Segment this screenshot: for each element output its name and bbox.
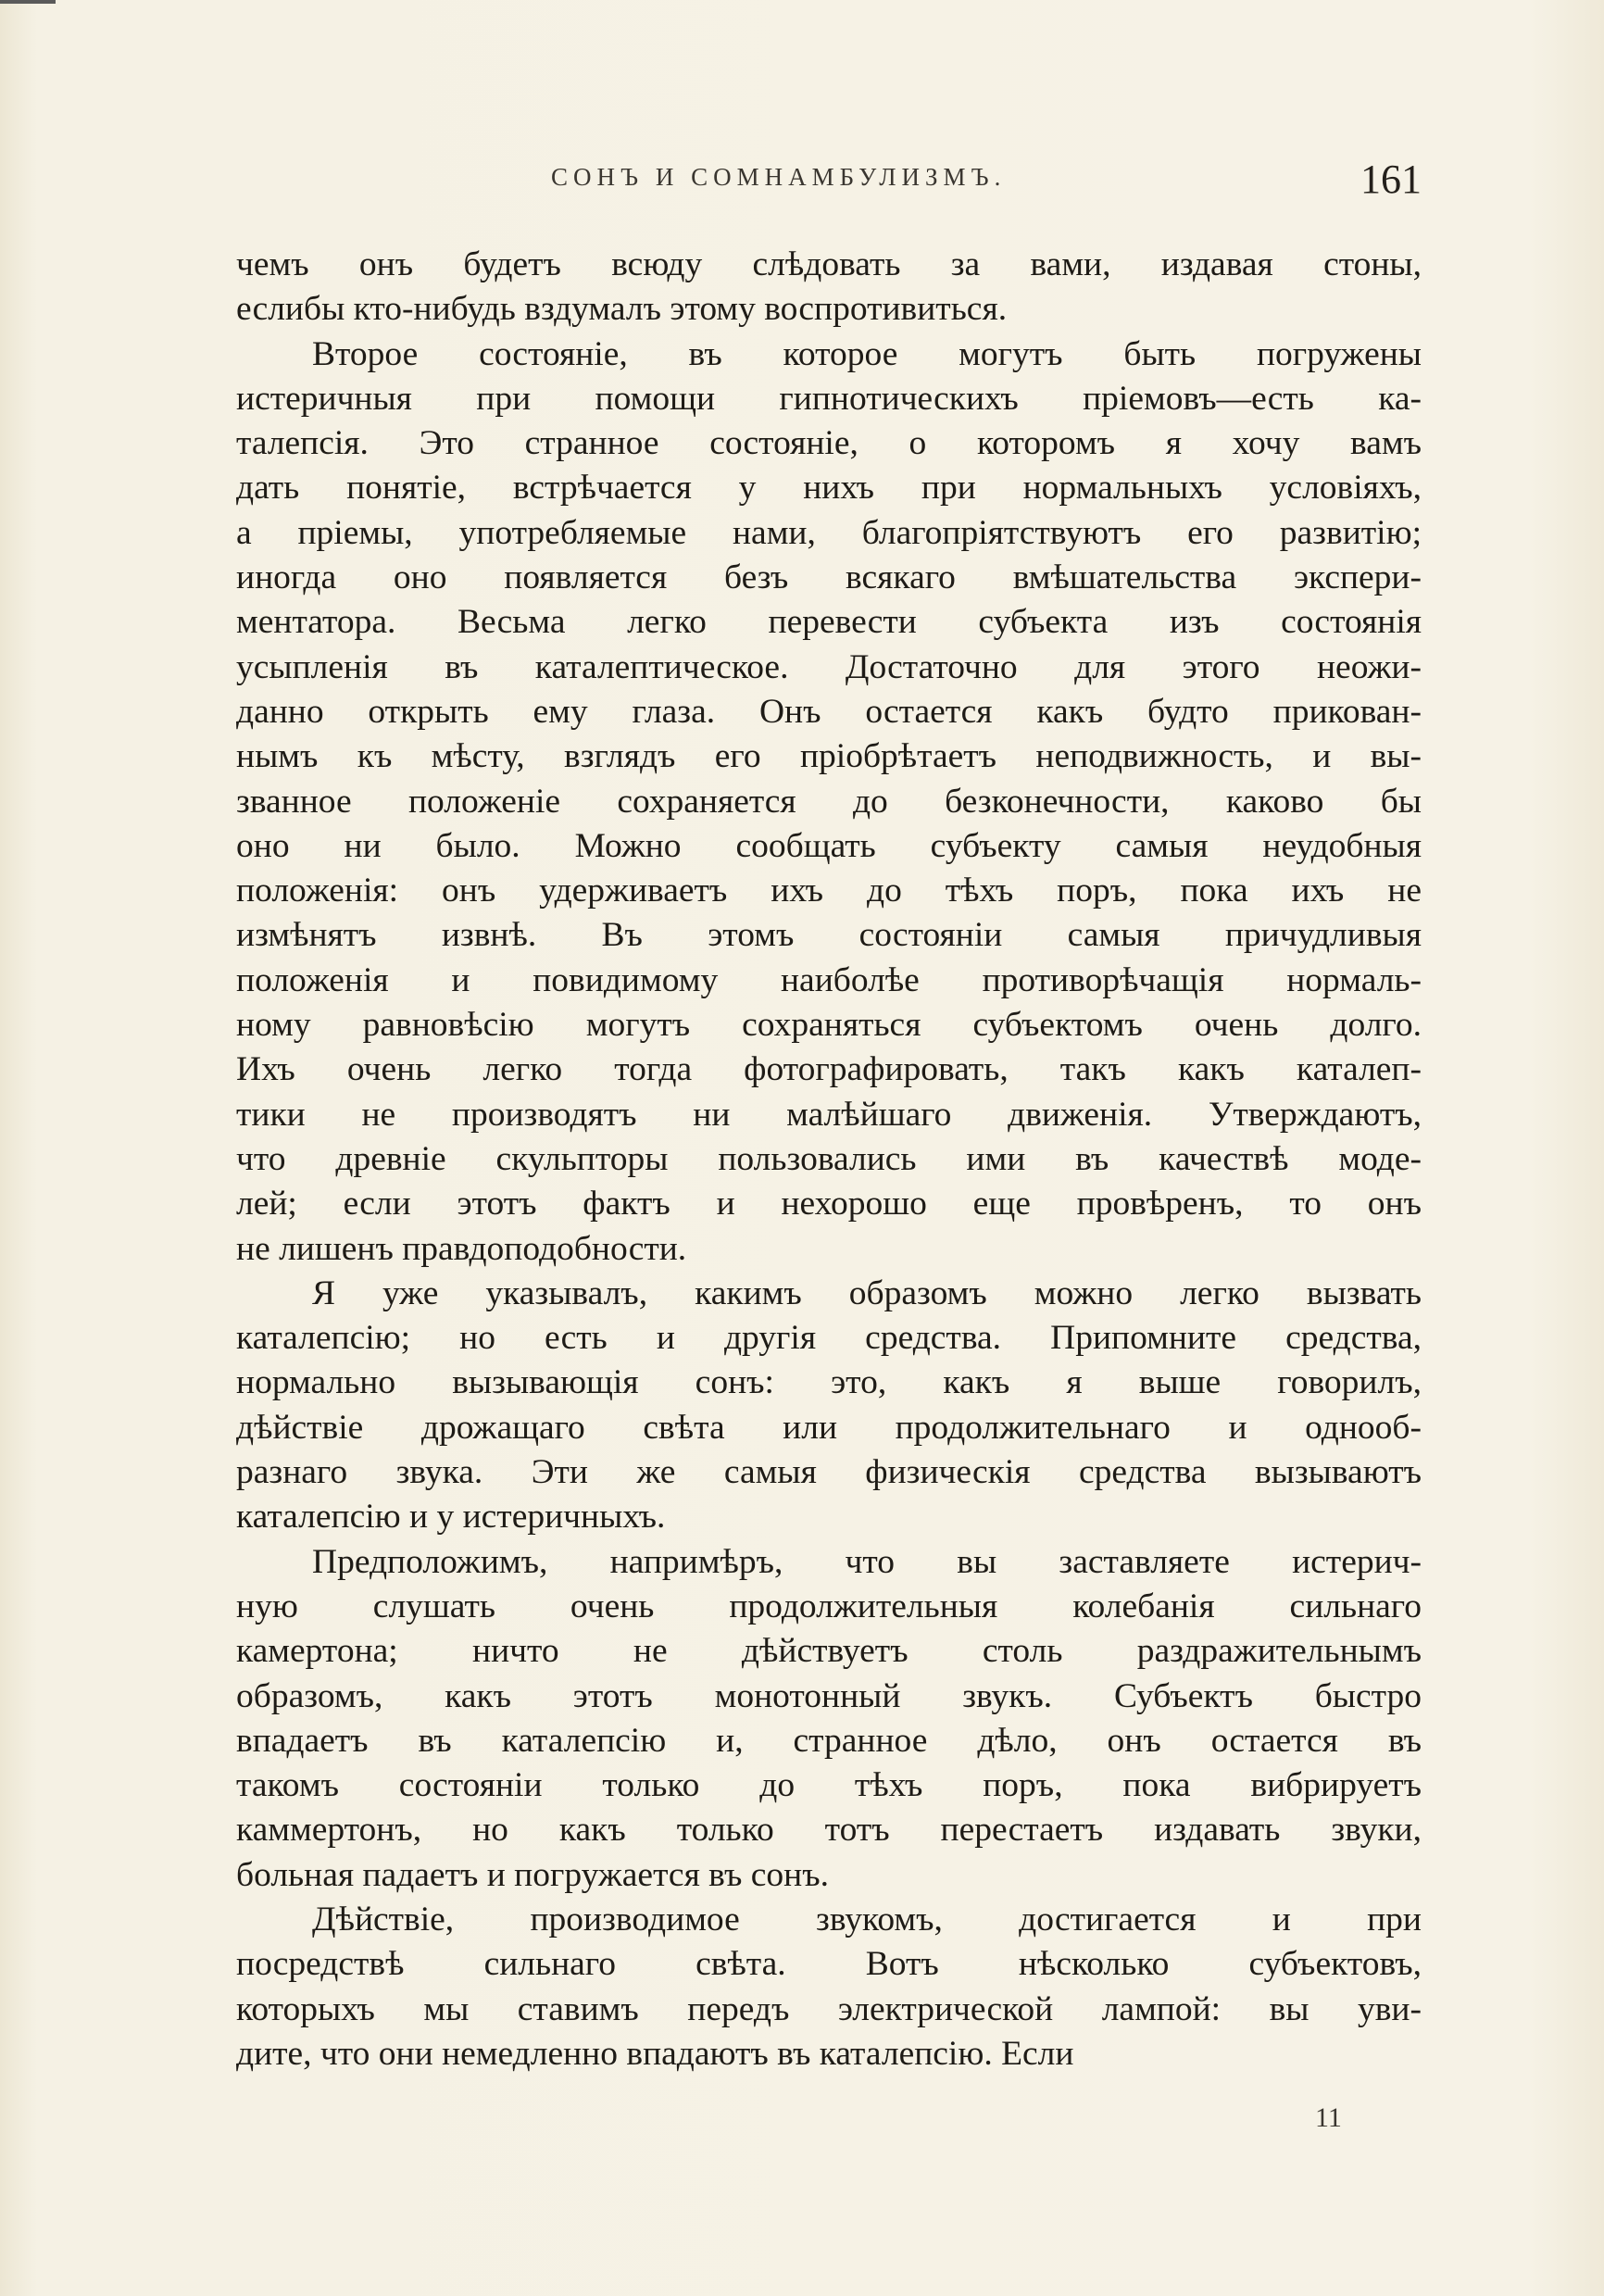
paragraph (236, 1540, 1422, 1898)
text-line: ную слушать очень продолжительныя колебанiя сильнаго (236, 1587, 1422, 1625)
paragraph (236, 332, 1422, 1272)
paragraph (236, 243, 1422, 332)
text-line: ному равновѣсiю могутъ сохраняться субъектомъ очень долго. (236, 1006, 1422, 1045)
text-line: впадаетъ въ каталепсiю и, странное дѣло, онъ остается въ (236, 1721, 1422, 1760)
paragraph (236, 1898, 1422, 2076)
running-title: СОНЪ И СОМНАМБУЛИЗМЪ. (551, 163, 1007, 191)
text-line: дѣйствiе дрожащаго свѣта или продолжительнаго и однооб- (236, 1408, 1422, 1447)
text-line: званное положенiе сохраняется до безконечности, каково бы (236, 782, 1422, 821)
text-line: положенiя и повидимому наиболѣе противорѣчащiя нормаль- (236, 960, 1422, 999)
text-line: еслибы кто-нибудь вздумалъ этому воспротивиться. (236, 290, 1008, 329)
text-line: каталепсiю и у истеричныхъ. (236, 1498, 666, 1537)
text-line: чемъ онъ будетъ всюду слѣдовать за вами, издавая стоны, (236, 245, 1422, 283)
text-line: Дѣйствiе, производимое звукомъ, достигается и при (312, 1900, 1422, 1938)
text-line: дите, что они немедленно впадаютъ въ каталепсiю. Если (236, 2034, 1074, 2073)
text-line: Я уже указывалъ, какимъ образомъ можно легко вызвать (312, 1273, 1422, 1312)
text-line: измѣнятъ извнѣ. Въ этомъ состоянiи самыя причудливыя (236, 916, 1422, 955)
text-line: посредствѣ сильнаго свѣта. Вотъ нѣсколько субъектовъ, (236, 1945, 1422, 1984)
text-line: что древнiе скульпторы пользовались ими въ качествѣ моде- (236, 1139, 1422, 1178)
text-line: а прiемы, употребляемые нами, благопрiятствуютъ его развитiю; (236, 513, 1422, 552)
text-line: нормально вызывающiя сонъ: это, какъ я выше говорилъ, (236, 1363, 1422, 1402)
text-line: истеричныя при помощи гипнотическихъ прiемовъ—есть ка- (236, 379, 1422, 418)
text-line: больная падаетъ и погружается въ сонъ. (236, 1855, 829, 1894)
text-line: каммертонъ, но какъ только тотъ перестаетъ издавать звуки, (236, 1811, 1422, 1850)
text-line: которыхъ мы ставимъ передъ электрической лампой: вы уви- (236, 1989, 1422, 2028)
body-text (236, 243, 1422, 2076)
text-line: Ихъ очень легко тогда фотографировать, такъ какъ каталеп- (236, 1050, 1422, 1089)
page-number: 161 (1360, 157, 1422, 202)
signature-mark: 11 (1315, 2102, 1342, 2133)
text-line: оно ни было. Можно сообщать субъекту самыя неудобныя (236, 826, 1422, 865)
text-line: усыпленiя въ каталептическое. Достаточно для этого неожи- (236, 647, 1422, 686)
text-line: данно открыть ему глаза. Онъ остается какъ будто прикован- (236, 692, 1422, 731)
text-line: не лишенъ правдоподобности. (236, 1229, 687, 1268)
text-line: дать понятiе, встрѣчается у нихъ при нормальныхъ условiяхъ, (236, 469, 1422, 508)
text-line: ментатора. Весьма легко перевести субъекта изъ состоянiя (236, 603, 1422, 642)
text-line: талепсiя. Это странное состоянiе, о которомъ я хочу вамъ (236, 424, 1422, 463)
text-line: образомъ, какъ этотъ монотонный звукъ. Субъектъ быстро (236, 1676, 1422, 1715)
text-line: Второе состоянiе, въ которое могутъ быть погружены (312, 334, 1422, 373)
scan-edge-mark (0, 0, 56, 4)
text-line: Предположимъ, напримѣръ, что вы заставляете истерич- (312, 1542, 1422, 1581)
text-line: каталепсiю; но есть и другiя средства. Припомните средства, (236, 1319, 1422, 1358)
page-header (236, 156, 1422, 202)
text-line: такомъ состоянiи только до тѣхъ поръ, пока вибрируетъ (236, 1766, 1422, 1805)
text-line: лей; если этотъ фактъ и нехорошо еще провѣренъ, то онъ (236, 1185, 1422, 1223)
paragraph (236, 1272, 1422, 1540)
text-line: иногда оно появляется безъ всякаго вмѣшательства экспери- (236, 558, 1422, 597)
text-line: положенiя: онъ удерживаетъ ихъ до тѣхъ поръ, пока ихъ не (236, 872, 1422, 910)
text-line: нымъ къ мѣсту, взглядъ его прiобрѣтаетъ неподвижность, и вы- (236, 737, 1422, 776)
text-line: разнаго звука. Эти же самыя физическiя средства вызываютъ (236, 1453, 1422, 1492)
text-line: камертона; ничто не дѣйствуетъ столь раздражительнымъ (236, 1632, 1422, 1671)
text-line: тики не производятъ ни малѣйшаго движенiя. Утверждаютъ, (236, 1095, 1422, 1134)
